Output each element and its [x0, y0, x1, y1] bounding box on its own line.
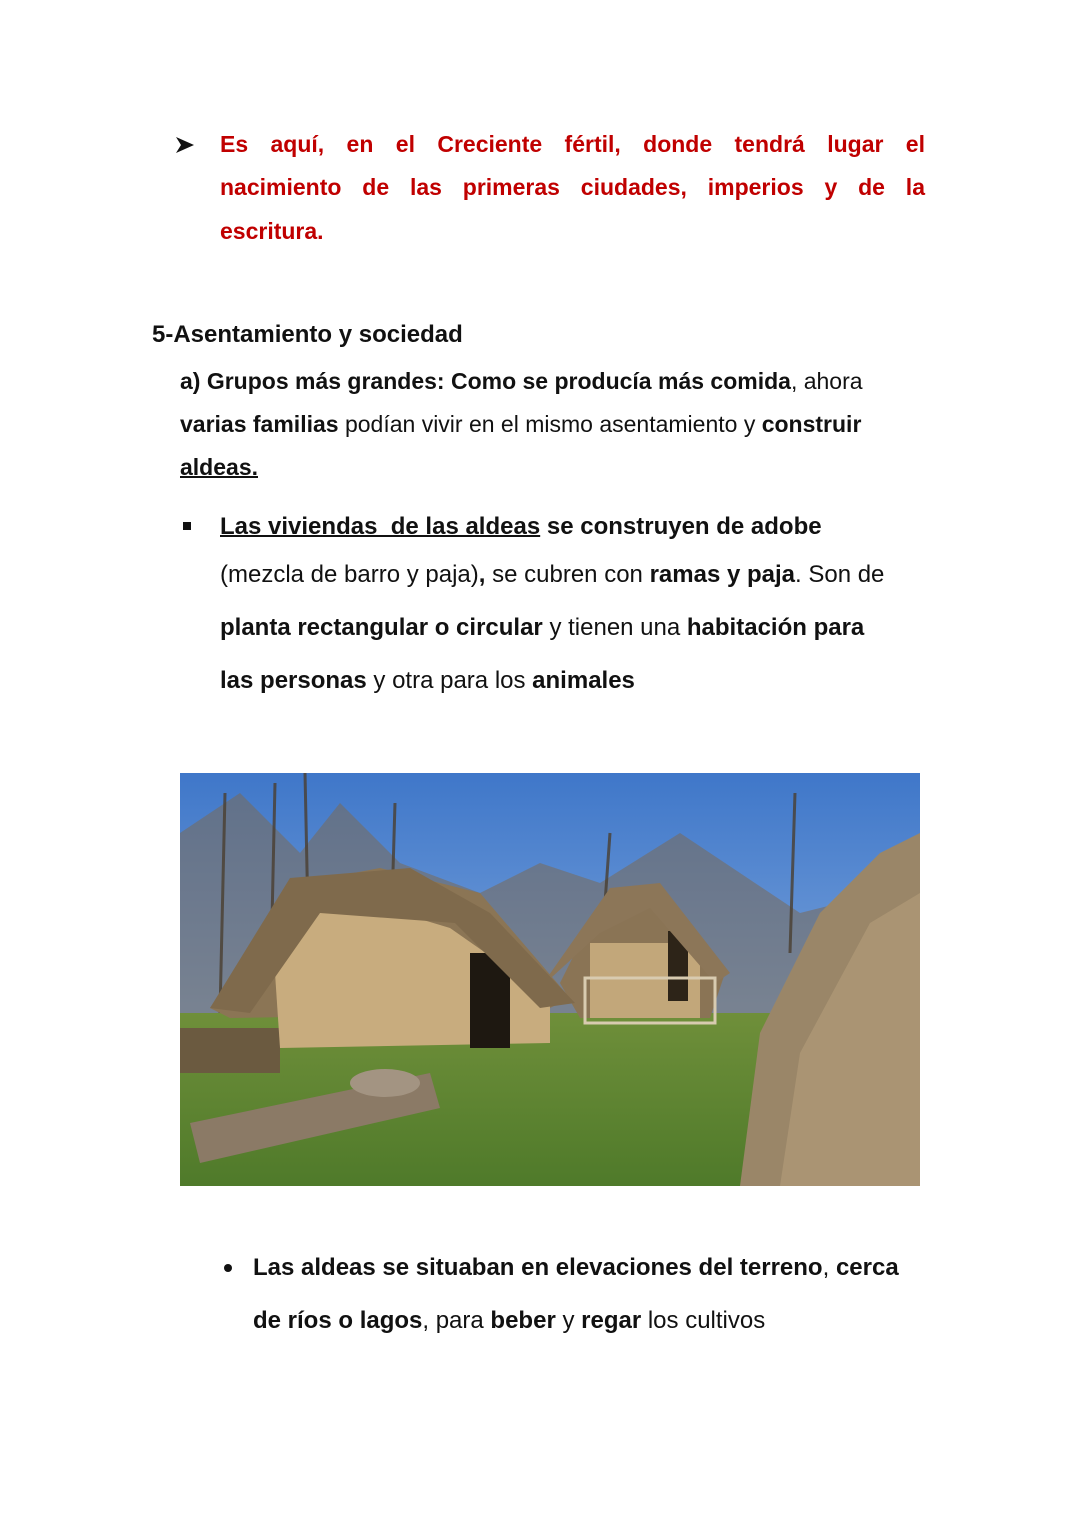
round-bullet-icon — [224, 1264, 232, 1272]
bold-text: las personas — [220, 667, 367, 694]
section-heading: 5-Asentamiento y sociedad — [152, 321, 463, 348]
underlined-bold-text: aldeas. — [180, 454, 258, 480]
bold-text: construir — [761, 411, 862, 437]
bullet-line — [220, 512, 822, 542]
text: los cultivos — [641, 1307, 766, 1334]
bold-text: Las aldeas se situaban en elevaciones del terreno — [253, 1254, 823, 1281]
arrow-bullet-icon — [174, 135, 196, 155]
bold-text: ramas y paja — [649, 561, 795, 588]
bold-text: , — [478, 561, 486, 588]
bold-text: varias familias — [180, 411, 339, 437]
bold-text: se construyen de adobe — [540, 513, 822, 540]
text: , — [822, 1254, 836, 1281]
text: y tienen una — [542, 614, 687, 641]
bold-text: cerca — [835, 1254, 899, 1281]
bullet-line — [253, 1306, 765, 1336]
paragraph-line — [180, 409, 861, 439]
neolithic-village-photo — [180, 773, 920, 1186]
bold-text: planta rectangular o circular — [220, 614, 543, 641]
text: , para — [422, 1307, 491, 1334]
square-bullet-icon — [183, 522, 191, 530]
text: , ahora — [790, 368, 863, 394]
text: (mezcla de barro y paja) — [220, 561, 479, 588]
bold-text: a) Grupos más grandes: Como se producía más comida — [180, 368, 791, 394]
bold-text: de ríos o lagos — [253, 1307, 423, 1334]
text: podían vivir en el mismo asentamiento y — [338, 411, 762, 437]
paragraph-line — [180, 366, 863, 396]
text: y — [555, 1307, 582, 1334]
bold-text: animales — [532, 667, 635, 694]
bold-text: beber — [490, 1307, 556, 1334]
bullet-line — [220, 560, 884, 590]
bullet-line — [220, 613, 864, 643]
bullet-line — [220, 666, 635, 696]
bold-text: habitación para — [686, 614, 865, 641]
paragraph-line — [180, 452, 258, 482]
text: y otra para los — [366, 667, 533, 694]
text: . Son de — [795, 561, 885, 588]
red-text-line: Es aquí, en el Creciente fértil, donde tendrá lugar el — [220, 131, 925, 157]
red-text-line: nacimiento de las primeras ciudades, imperios y de la — [220, 174, 925, 200]
bold-text: regar — [581, 1307, 642, 1334]
text: se cubren con — [485, 561, 650, 588]
bullet-line — [253, 1253, 899, 1283]
red-text-line: escritura. — [220, 218, 324, 244]
underlined-bold-text: Las viviendas de las aldeas — [220, 513, 541, 540]
